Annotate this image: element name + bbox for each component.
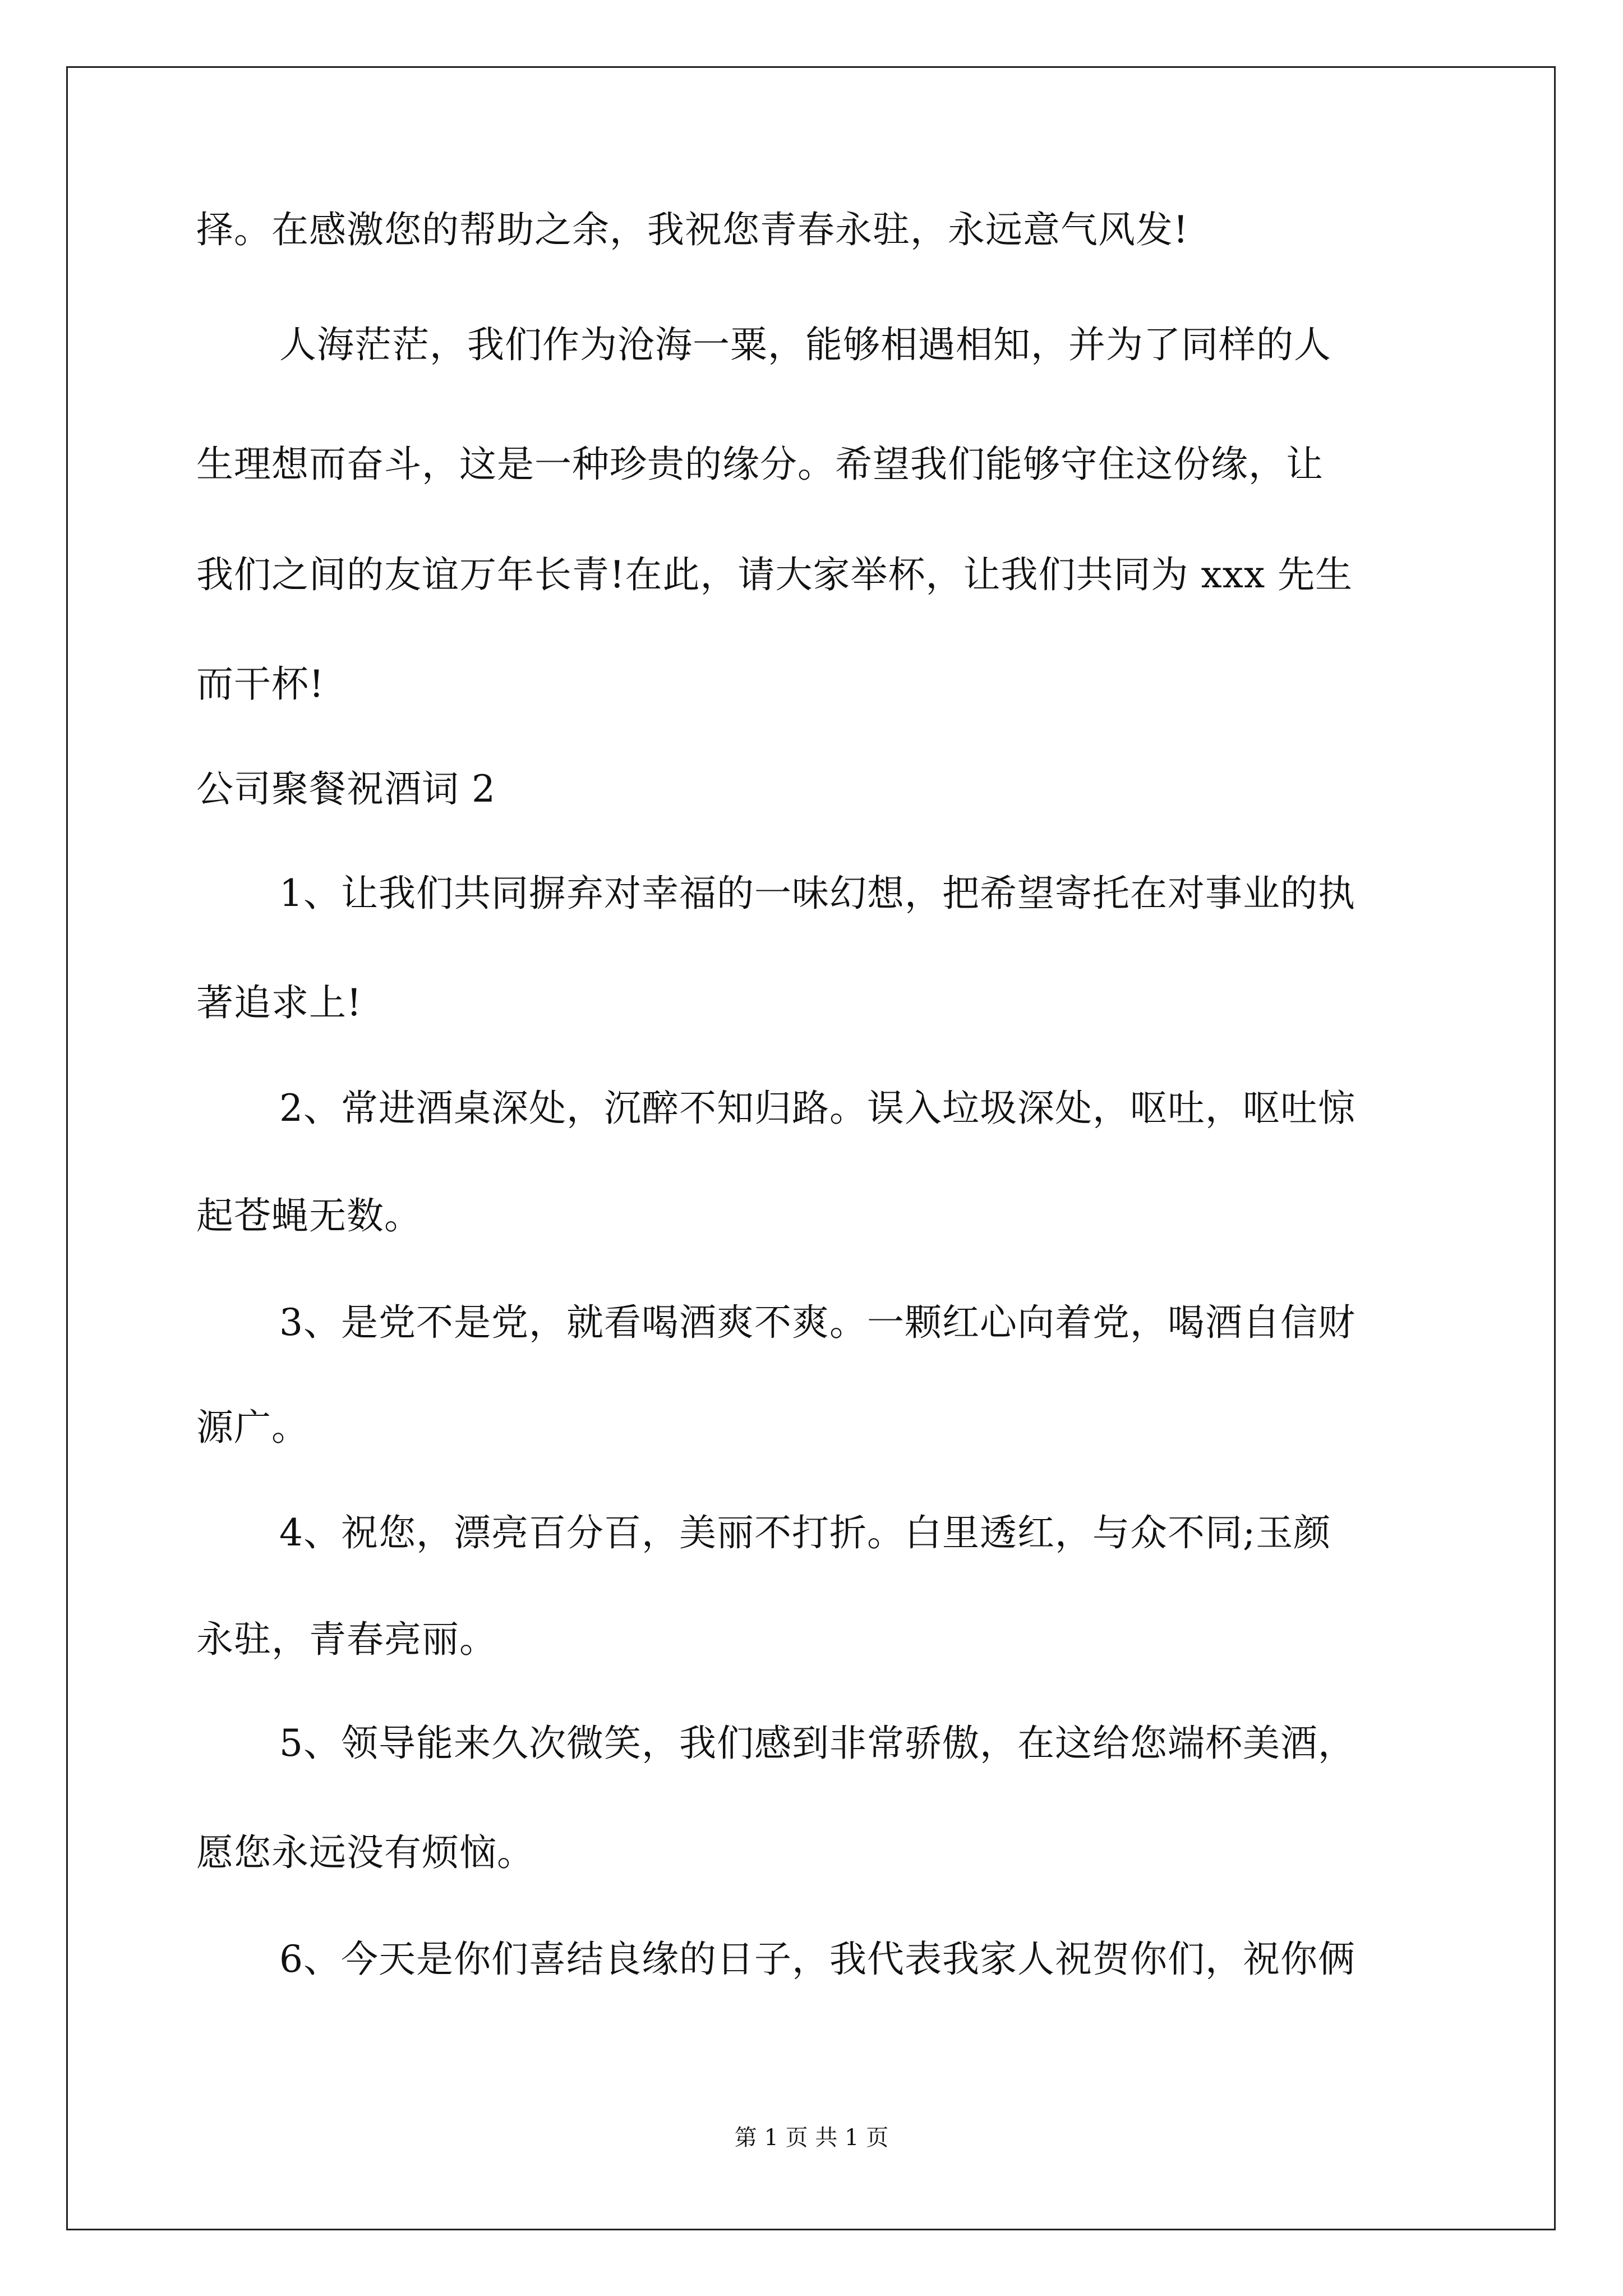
- text-line: 我们之间的友谊万年长青!在此，请大家举杯，让我们共同为 xxx 先生: [196, 553, 1353, 596]
- text-line: 择。在感激您的帮助之余，我祝您青春永驻，永远意气风发!: [196, 208, 1189, 251]
- list-item-5-continuation: 愿您永远没有烦恼。: [196, 1831, 534, 1874]
- text-line: 生理想而奋斗，这是一种珍贵的缘分。希望我们能够守住这份缘，让: [196, 443, 1324, 486]
- list-item-5: 5、领导能来久次微笑，我们感到非常骄傲，在这给您端杯美酒，: [279, 1722, 1355, 1765]
- list-item-4-continuation: 永驻，青春亮丽。: [196, 1618, 497, 1661]
- text-line: 而干杯!: [196, 662, 325, 706]
- page-footer: 第 1 页 共 1 页: [734, 2125, 889, 2151]
- list-item-1-continuation: 著追求上!: [196, 981, 362, 1024]
- list-item-4: 4、祝您，漂亮百分百，美丽不打折。白里透红，与众不同;玉颜: [279, 1511, 1331, 1554]
- section-heading: 公司聚餐祝酒词 2: [196, 767, 496, 811]
- list-item-2: 2、常进酒桌深处，沉醉不知归路。误入垃圾深处，呕吐，呕吐惊: [279, 1087, 1355, 1130]
- list-item-3-continuation: 源广。: [196, 1406, 309, 1449]
- list-item-3: 3、是党不是党，就看喝酒爽不爽。一颗红心向着党，喝酒自信财: [279, 1301, 1355, 1344]
- list-item-2-continuation: 起苍蝇无数。: [196, 1194, 422, 1237]
- list-item-1: 1、让我们共同摒弃对幸福的一味幻想，把希望寄托在对事业的执: [279, 872, 1355, 915]
- paragraph-first-line: 人海茫茫，我们作为沧海一粟，能够相遇相知，并为了同样的人: [279, 323, 1331, 366]
- page-border: [66, 66, 1556, 2230]
- list-item-6: 6、今天是你们喜结良缘的日子，我代表我家人祝贺你们，祝你俩: [279, 1938, 1355, 1981]
